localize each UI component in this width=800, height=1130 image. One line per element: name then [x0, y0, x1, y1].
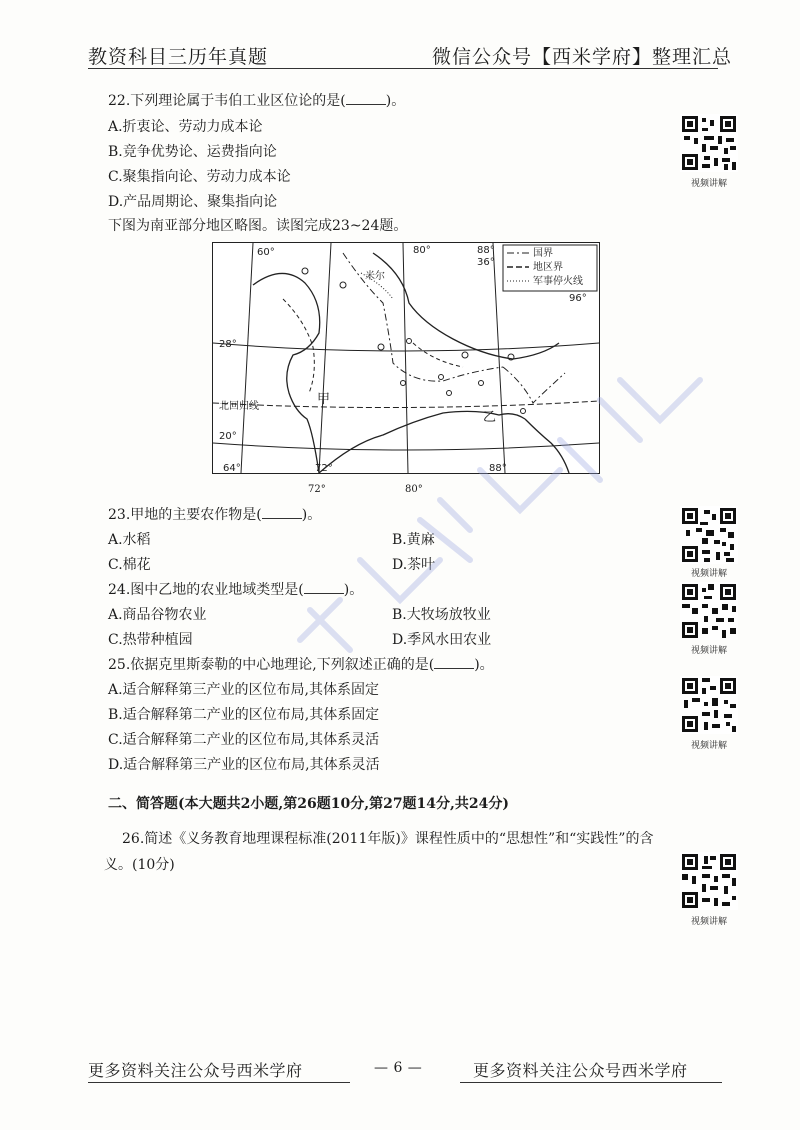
q22-option-a: A.折衷论、劳动力成本论: [108, 119, 263, 135]
qr-code-q22[interactable]: [680, 114, 738, 172]
q25-option-a: A.适合解释第三产业的区位布局,其体系固定: [108, 682, 380, 698]
map-below-72: 72°: [308, 484, 326, 495]
map-lat-28: 28°: [219, 339, 237, 350]
q25-stem-end: )。: [474, 657, 494, 673]
q24-stem-text: 24.图中乙地的农业地域类型是(: [108, 582, 304, 598]
header-left: 教资科目三历年真题: [88, 46, 269, 68]
q23-option-c: C.棉花: [108, 557, 151, 573]
q25-option-b: B.适合解释第二产业的区位布局,其体系固定: [108, 707, 380, 723]
map-intro: 下图为南亚部分地区略图。读图完成23~24题。: [108, 218, 408, 234]
map-tropic: 北回归线: [219, 401, 259, 412]
south-asia-map: [212, 242, 600, 474]
qr-caption-q24: 视频讲解: [690, 646, 727, 656]
qr-caption-q22: 视频讲解: [690, 179, 727, 189]
footer-left: 更多资料关注公众号西米学府: [88, 1061, 303, 1080]
q22-stem-text: 22.下列理论属于韦伯工业区位论的是(: [108, 93, 346, 109]
q23-option-d: D.茶叶: [392, 557, 436, 573]
map-legend-boundary: 国界: [533, 248, 553, 259]
map-lon-88-top: 88°: [477, 245, 495, 256]
qr-caption-q23: 视频讲解: [690, 569, 727, 579]
qr-code-q26[interactable]: [680, 852, 738, 910]
footer-divider-left: [88, 1082, 350, 1083]
q23-option-b: B.黄麻: [392, 532, 435, 548]
q26-line1: 26.简述《义务教育地理课程标准(2011年版)》课程性质中的“思想性”和“实践性”的含: [122, 831, 654, 847]
q24-option-b: B.大牧场放牧业: [392, 607, 491, 623]
map-lon-80-top: 80°: [413, 245, 431, 256]
q26-line2: 义。(10分): [104, 857, 175, 873]
map-lat-20: 20°: [219, 431, 237, 442]
header-right: 微信公众号【西米学府】整理汇总: [432, 46, 733, 68]
q25-option-c: C.适合解释第二产业的区位布局,其体系灵活: [108, 732, 380, 748]
map-legend-ceasefire: 军事停火线: [533, 276, 583, 287]
qr-caption-q25: 视频讲解: [690, 741, 727, 751]
q24-option-a: A.商品谷物农业: [108, 607, 207, 623]
q23-stem-text: 23.甲地的主要农作物是(: [108, 507, 262, 523]
q22-stem-end: )。: [385, 93, 406, 109]
map-lon-60: 60°: [257, 247, 275, 258]
q24-option-d: D.季风水田农业: [392, 632, 492, 648]
q23-stem-end: )。: [301, 507, 322, 523]
q25-option-d: D.适合解释第三产业的区位布局,其体系灵活: [108, 757, 380, 773]
section-short-answer: 二、简答题(本大题共2小题,第26题10分,第27题14分,共24分): [108, 796, 510, 812]
map-lon-96: 96°: [569, 293, 587, 304]
page-number: — 6 —: [374, 1060, 423, 1076]
q24-stem: [108, 581, 363, 599]
q24-stem-end: )。: [343, 582, 364, 598]
qr-caption-q26: 视频讲解: [690, 917, 727, 927]
map-yi: 乙: [483, 410, 497, 425]
q24-option-c: C.热带种植园: [108, 632, 193, 648]
map-below-80: 80°: [405, 484, 423, 495]
q23-stem: [108, 506, 321, 524]
q25-stem-text: 25.依据克里斯泰勒的中心地理论,下列叙述正确的是(: [108, 657, 435, 673]
q23-option-a: A.水稻: [108, 532, 151, 548]
footer-divider-right: [460, 1082, 722, 1083]
map-lat-36: 36°: [477, 257, 495, 268]
map-lon-88: 88°: [489, 463, 507, 473]
map-legend-region: 地区界: [533, 262, 563, 273]
q22-option-d: D.产品周期论、聚集指向论: [108, 194, 278, 210]
q24-blank: [304, 581, 344, 594]
q25-stem: [108, 656, 494, 674]
qr-code-q24[interactable]: [680, 582, 738, 640]
map-lon-72: 72°: [315, 463, 333, 473]
map-lon-64: 64°: [223, 463, 241, 473]
map-region-label: 米尔: [365, 271, 385, 282]
q23-blank: [262, 506, 302, 519]
qr-code-q25[interactable]: [680, 676, 738, 734]
q22-blank: [346, 92, 386, 105]
q22-option-b: B.竞争优势论、运费指向论: [108, 144, 277, 160]
footer-right: 更多资料关注公众号西米学府: [473, 1061, 688, 1080]
qr-code-q23[interactable]: [680, 506, 738, 564]
q22-option-c: C.聚集指向论、劳动力成本论: [108, 169, 291, 185]
header-divider: [88, 68, 718, 69]
q22-stem: [108, 92, 405, 110]
map-jia: 甲: [317, 392, 331, 407]
q25-blank: [434, 656, 474, 669]
